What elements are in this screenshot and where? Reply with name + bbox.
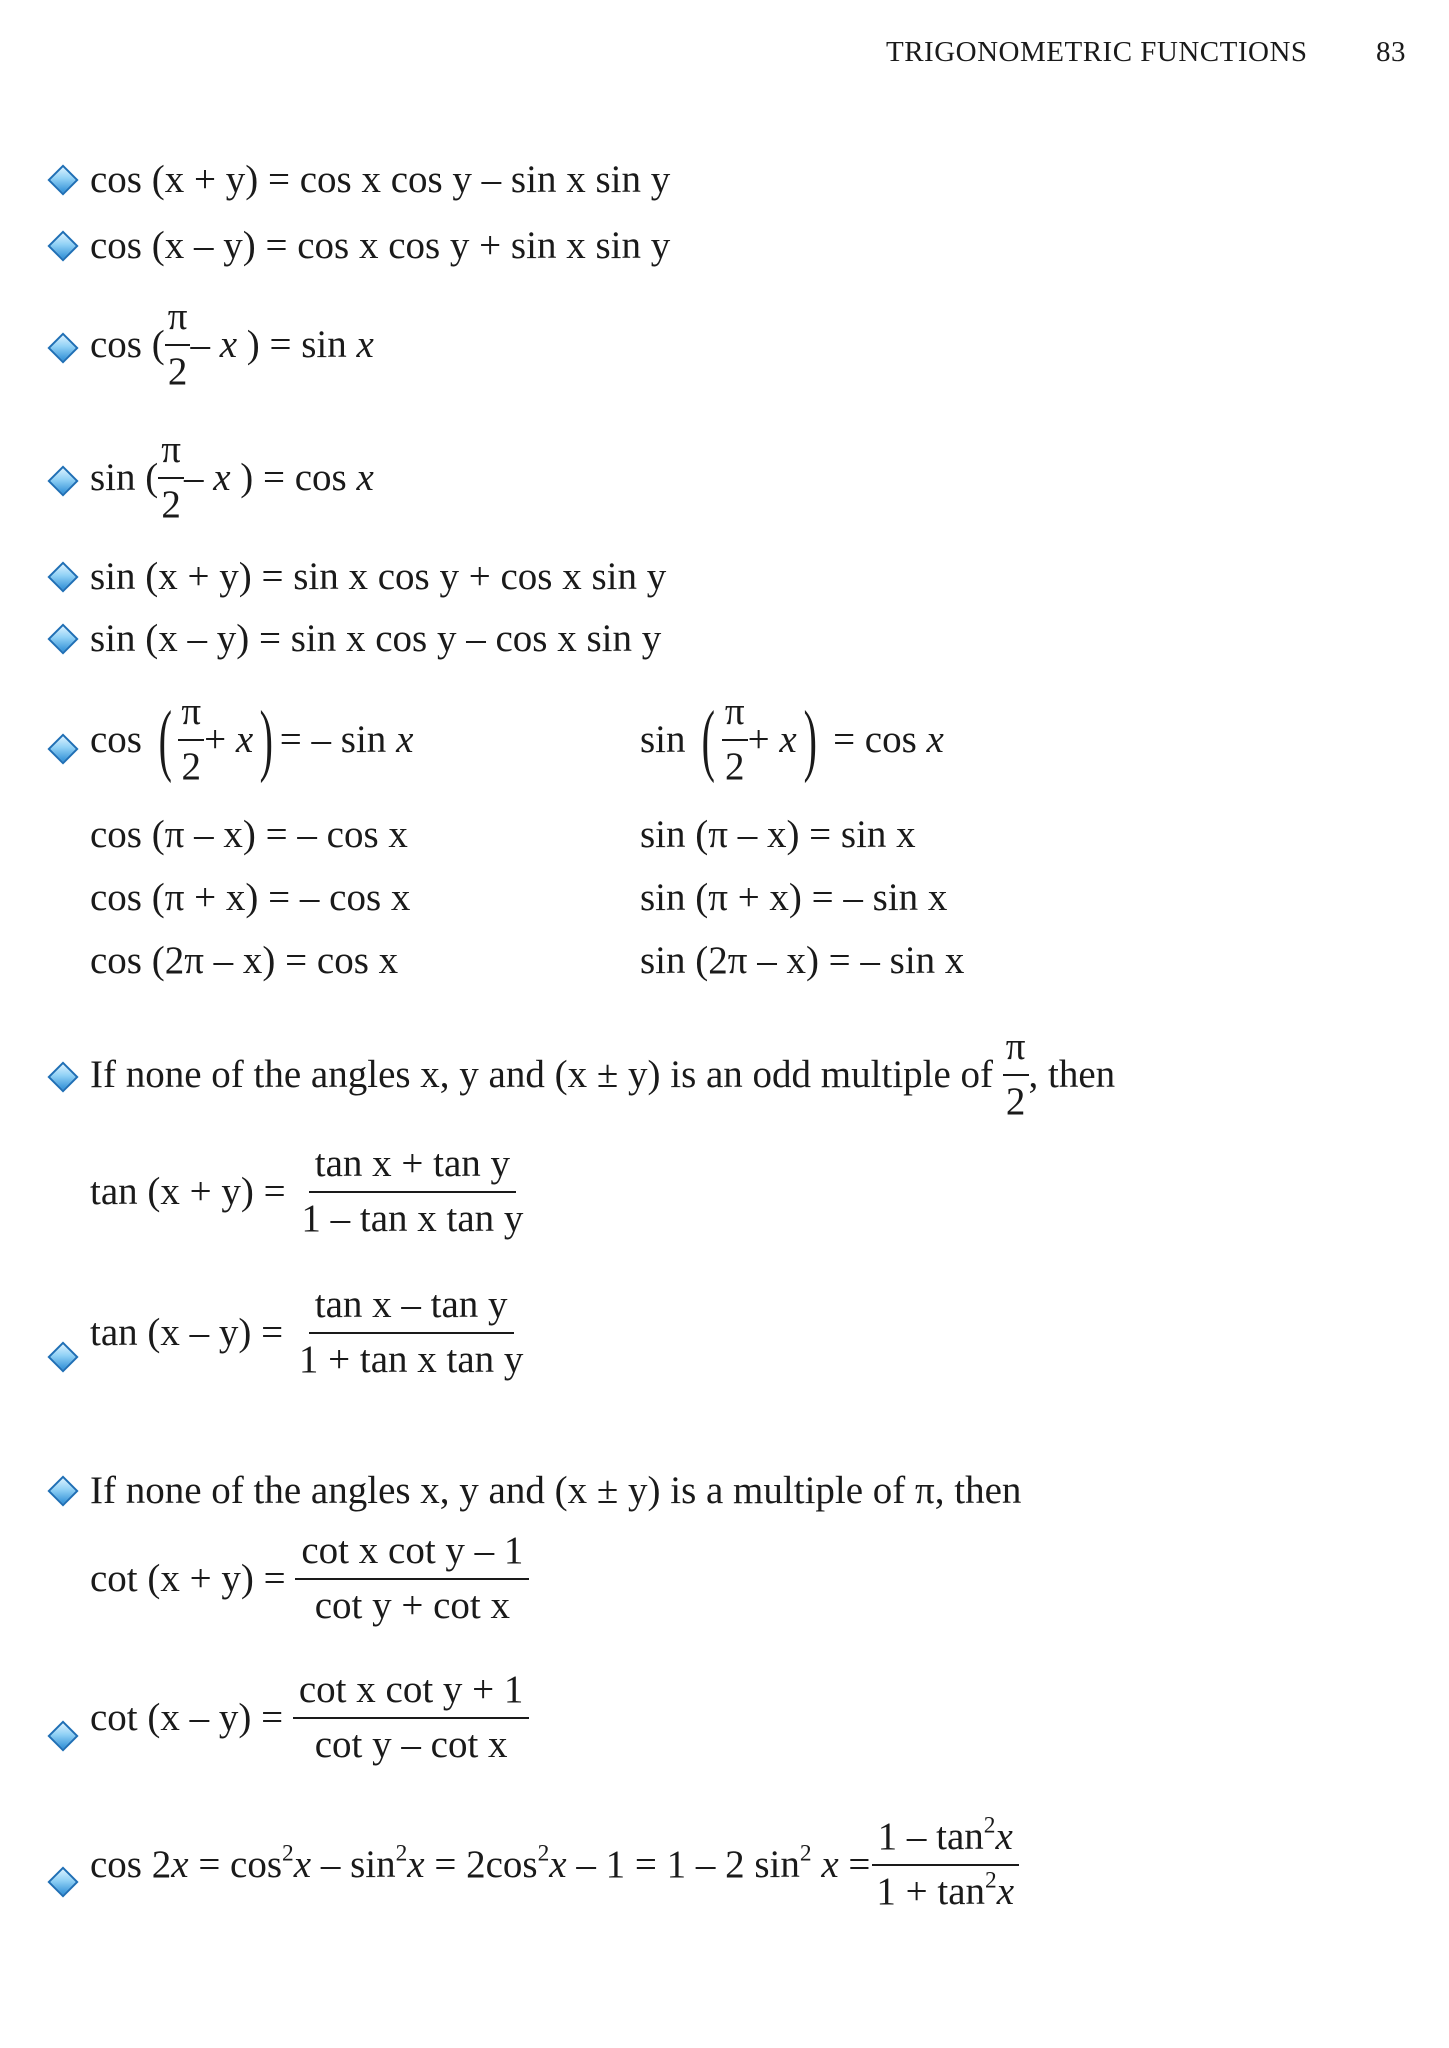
diamond-bullet-icon	[47, 164, 78, 195]
formula-sin-diff: sin (x – y) = sin x cos y – cos x sin y	[90, 617, 662, 660]
formula-cos-sum: cos (x + y) = cos x cos y – sin x sin y	[90, 158, 671, 201]
formula-cot-diff: cot (x – y) = cot x cot y + 1 cot y – cot x	[90, 1668, 529, 1768]
tan-condition: If none of the angles x, y and (x ± y) is an odd multiple of π 2 , then	[90, 1025, 1116, 1123]
running-head: TRIGONOMETRIC FUNCTIONS	[886, 36, 1308, 68]
formula-cos-pi-minus: cos (π – x) = – cos x	[90, 813, 408, 856]
cot-condition: If none of the angles x, y and (x ± y) is a multiple of π, then	[90, 1469, 1022, 1512]
diamond-bullet-icon	[47, 1866, 78, 1897]
diamond-bullet-icon	[47, 1475, 78, 1506]
formula-cos-double: $\cos 2x = \cos^2x - \sin^2x = 2\cos^2x - 1 = 1 - 2$ $\sin^2 x$ = $\frac{1 - \tan^2x}{1 + \tan^2x}$	[90, 1815, 1020, 1915]
diamond-bullet-icon	[47, 1061, 78, 1092]
formula-sin-sum: sin (x + y) = sin x cos y + cos x sin y	[90, 555, 667, 598]
diamond-bullet-icon	[47, 561, 78, 592]
formula-sin-complement: sin ( π 2 – x ) = cos x	[90, 428, 374, 526]
diamond-bullet-icon	[47, 230, 78, 261]
page-number: 83	[1376, 36, 1406, 68]
formula-sin-pi-minus: sin (π – x) = sin x	[640, 813, 916, 856]
formula-tan-sum: tan (x + y) = tan x + tan y 1 – tan x tan y	[90, 1142, 524, 1240]
diamond-bullet-icon	[47, 733, 78, 764]
diamond-bullet-icon	[47, 1720, 78, 1751]
formula-tan-diff: tan (x – y) = tan x – tan y 1 + tan x tan y	[90, 1283, 524, 1381]
formula-cos-pi-plus: cos (π + x) = – cos x	[90, 876, 411, 919]
formula-sin-shift: sin ( π 2 + x ) = cos x	[640, 690, 944, 788]
diamond-bullet-icon	[47, 623, 78, 654]
formula-cos-shift: cos ( π 2 + x ) = – sin x	[90, 690, 414, 788]
formula-cos-complement: cos ( π 2 – x ) = sin x	[90, 295, 374, 393]
formula-cos-2pi-minus: cos (2π – x) = cos x	[90, 939, 399, 982]
diamond-bullet-icon	[47, 332, 78, 363]
formula-cos-diff: cos (x – y) = cos x cos y + sin x sin y	[90, 224, 671, 267]
formula-sin-pi-plus: sin (π + x) = – sin x	[640, 876, 948, 919]
diamond-bullet-icon	[47, 1341, 78, 1372]
diamond-bullet-icon	[47, 465, 78, 496]
formula-sin-2pi-minus: sin (2π – x) = – sin x	[640, 939, 965, 982]
formula-cot-sum: cot (x + y) = cot x cot y – 1 cot y + cot x	[90, 1529, 529, 1629]
